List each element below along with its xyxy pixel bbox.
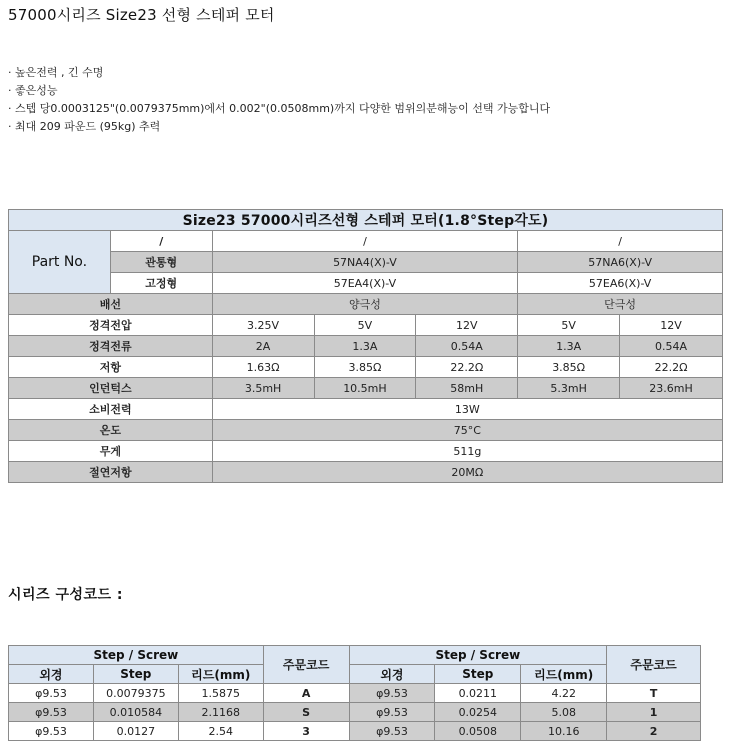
value-cell: 10.5mH xyxy=(314,378,416,399)
group-header: Step / Screw xyxy=(349,646,607,665)
feature-item: · 좋은성능 xyxy=(8,84,58,97)
order-code-cell: S xyxy=(263,703,349,722)
od-cell: φ9.53 xyxy=(349,703,435,722)
value-cell: 0.54A xyxy=(620,336,723,357)
value-cell: 20MΩ xyxy=(212,462,722,483)
slash-cell: / xyxy=(518,231,723,252)
value-cell: 1.3A xyxy=(518,336,620,357)
part-number-cell: 57NA4(X)-V xyxy=(212,252,518,273)
step-cell: 0.0508 xyxy=(435,722,521,741)
value-cell: 0.54A xyxy=(416,336,518,357)
value-cell: 3.85Ω xyxy=(518,357,620,378)
order-code-cell: 1 xyxy=(607,703,701,722)
value-cell: 12V xyxy=(620,315,723,336)
value-cell: 3.5mH xyxy=(212,378,314,399)
series-code-label: 시리즈 구성코드 : xyxy=(8,587,124,603)
step-cell: 0.010584 xyxy=(93,703,178,722)
wiring-cell: 양극성 xyxy=(212,294,518,315)
table-row xyxy=(9,684,701,703)
throughbore-label: 관통형 xyxy=(110,252,212,273)
inductance-label: 인던턱스 xyxy=(9,378,213,399)
value-cell: 75°C xyxy=(212,420,722,441)
slash-cell: / xyxy=(212,231,518,252)
part-no-label: Part No. xyxy=(9,231,111,294)
insulation-label: 절연저항 xyxy=(9,462,213,483)
od-cell: φ9.53 xyxy=(9,703,94,722)
lead-cell: 2.54 xyxy=(178,722,263,741)
lead-cell: 2.1168 xyxy=(178,703,263,722)
od-cell: φ9.53 xyxy=(349,722,435,741)
series-code-table xyxy=(8,645,701,741)
lead-cell: 1.5875 xyxy=(178,684,263,703)
value-cell: 2A xyxy=(212,336,314,357)
weight-label: 무게 xyxy=(9,441,213,462)
col-od-header: 외경 xyxy=(9,665,94,684)
col-step-header: Step xyxy=(93,665,178,684)
wiring-label: 배선 xyxy=(9,294,213,315)
rated-voltage-label: 정격전압 xyxy=(9,315,213,336)
order-code-cell: T xyxy=(607,684,701,703)
value-cell: 12V xyxy=(416,315,518,336)
order-code-cell: A xyxy=(263,684,349,703)
value-cell: 23.6mH xyxy=(620,378,723,399)
value-cell: 58mH xyxy=(416,378,518,399)
slash-cell: / xyxy=(110,231,212,252)
part-number-cell: 57NA6(X)-V xyxy=(518,252,723,273)
lead-cell: 10.16 xyxy=(521,722,607,741)
spec-caption: Size23 57000시리즈선형 스테퍼 모터(1.8°Step각도) xyxy=(9,210,723,231)
value-cell: 3.25V xyxy=(212,315,314,336)
wiring-cell: 단극성 xyxy=(518,294,723,315)
table-row xyxy=(9,703,701,722)
fixed-label: 고정형 xyxy=(110,273,212,294)
value-cell: 5.3mH xyxy=(518,378,620,399)
lead-cell: 4.22 xyxy=(521,684,607,703)
value-cell: 22.2Ω xyxy=(620,357,723,378)
value-cell: 1.3A xyxy=(314,336,416,357)
od-cell: φ9.53 xyxy=(9,722,94,741)
order-code-cell: 2 xyxy=(607,722,701,741)
value-cell: 5V xyxy=(314,315,416,336)
power-label: 소비전력 xyxy=(9,399,213,420)
feature-item: · 스텝 당0.0003125"(0.0079375mm)에서 0.002"(0.0508mm)까지 다양한 범위의분해능이 선택 가능합니다 xyxy=(8,102,551,115)
value-cell: 5V xyxy=(518,315,620,336)
spec-table xyxy=(8,209,723,483)
order-code-header: 주문코드 xyxy=(263,646,349,684)
page-title: 57000시리즈 Size23 선형 스테퍼 모터 xyxy=(8,6,275,24)
value-cell: 3.85Ω xyxy=(314,357,416,378)
resistance-label: 저항 xyxy=(9,357,213,378)
part-number-cell: 57EA6(X)-V xyxy=(518,273,723,294)
feature-item: · 최대 209 파운드 (95kg) 추력 xyxy=(8,120,161,133)
step-cell: 0.0211 xyxy=(435,684,521,703)
col-step-header: Step xyxy=(435,665,521,684)
col-lead-header: 리드(mm) xyxy=(178,665,263,684)
order-code-header: 주문코드 xyxy=(607,646,701,684)
value-cell: 22.2Ω xyxy=(416,357,518,378)
group-header: Step / Screw xyxy=(9,646,264,665)
step-cell: 0.0079375 xyxy=(93,684,178,703)
step-cell: 0.0254 xyxy=(435,703,521,722)
lead-cell: 5.08 xyxy=(521,703,607,722)
temperature-label: 온도 xyxy=(9,420,213,441)
col-lead-header: 리드(mm) xyxy=(521,665,607,684)
col-od-header: 외경 xyxy=(349,665,435,684)
value-cell: 1.63Ω xyxy=(212,357,314,378)
value-cell: 511g xyxy=(212,441,722,462)
step-cell: 0.0127 xyxy=(93,722,178,741)
feature-list xyxy=(8,64,550,136)
part-number-cell: 57EA4(X)-V xyxy=(212,273,518,294)
feature-item: · 높은전력 , 긴 수명 xyxy=(8,66,104,79)
rated-current-label: 정격전류 xyxy=(9,336,213,357)
order-code-cell: 3 xyxy=(263,722,349,741)
table-row xyxy=(9,722,701,741)
od-cell: φ9.53 xyxy=(9,684,94,703)
od-cell: φ9.53 xyxy=(349,684,435,703)
value-cell: 13W xyxy=(212,399,722,420)
